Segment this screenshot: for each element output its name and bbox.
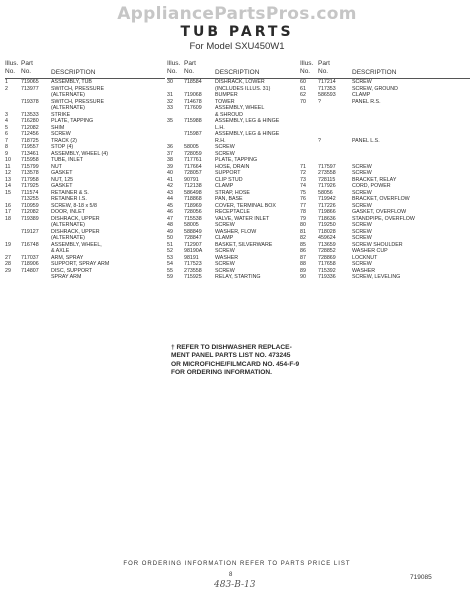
illus-no-cell: 42 bbox=[167, 183, 173, 189]
table-row bbox=[5, 274, 165, 281]
description-cell: CLIP STUD bbox=[215, 176, 243, 183]
illus-no-cell: 8 bbox=[5, 144, 8, 150]
part-no-cell: 712138 bbox=[184, 183, 202, 189]
description-cell: (ALTERNATE) bbox=[51, 222, 85, 228]
header-illus-no: Illus. No. bbox=[167, 60, 181, 75]
description-cell: DOOR, INLET bbox=[51, 209, 85, 215]
description-cell: SCREW bbox=[352, 163, 372, 170]
description-cell: SCREW bbox=[215, 267, 235, 274]
illus-no-cell: 32 bbox=[167, 98, 173, 105]
part-no-cell: 718868 bbox=[184, 196, 202, 202]
column-header bbox=[300, 60, 470, 79]
part-no-cell: ? bbox=[318, 98, 321, 105]
parts-list bbox=[5, 79, 165, 281]
description-cell: GASKET, OVERFLOW bbox=[352, 209, 407, 215]
part-no-cell: 712907 bbox=[184, 241, 202, 248]
illus-no-cell: 47 bbox=[167, 215, 173, 222]
part-no-cell: 714678 bbox=[184, 98, 202, 105]
illus-no-cell: 46 bbox=[167, 209, 173, 215]
note-line: FOR ORDERING INFORMATION. bbox=[171, 369, 272, 377]
part-no-cell: ? bbox=[318, 137, 321, 144]
illus-no-cell: 90 bbox=[300, 274, 306, 280]
illus-no-cell: 44 bbox=[167, 196, 173, 202]
description-cell: STRIKE bbox=[51, 111, 71, 118]
description-cell: BUMPER bbox=[215, 92, 238, 98]
description-cell: SCREW bbox=[352, 228, 372, 235]
description-cell: RECEPTACLE bbox=[215, 209, 250, 215]
description-cell: L.H. bbox=[215, 124, 225, 131]
illus-no-cell: 79 bbox=[300, 215, 306, 222]
illus-no-cell: 3 bbox=[5, 111, 8, 118]
description-cell: R.H. bbox=[215, 137, 226, 144]
part-no-cell: 719378 bbox=[21, 98, 39, 105]
part-no-cell: 588849 bbox=[184, 228, 202, 235]
description-cell: STOP (4) bbox=[51, 144, 74, 150]
column-header bbox=[5, 60, 165, 79]
description-cell: BASKET, SILVERWARE bbox=[215, 241, 273, 248]
illus-no-cell: 89 bbox=[300, 267, 306, 274]
part-no-cell: 719127 bbox=[21, 228, 39, 235]
description-cell: SCREW, 8-18 x 5/8 bbox=[51, 202, 97, 209]
part-no-cell: 715988 bbox=[184, 118, 202, 124]
part-no-cell: 711574 bbox=[21, 189, 39, 196]
part-no-cell: 719336 bbox=[318, 274, 336, 280]
description-cell: PLATE, TAPPING bbox=[51, 118, 94, 124]
description-cell: DISC, SUPPORT bbox=[51, 267, 93, 274]
description-cell: DISHRACK, UPPER bbox=[51, 228, 100, 235]
illus-no-cell: 19 bbox=[5, 241, 11, 248]
description-cell: SCREW bbox=[352, 202, 372, 209]
part-no-cell: 719065 bbox=[21, 79, 39, 85]
part-no-cell: 728869 bbox=[318, 254, 336, 261]
part-no-cell: 717958 bbox=[21, 176, 39, 183]
description-cell: PANEL R.S. bbox=[352, 98, 381, 105]
header-illus-no: Illus. No. bbox=[300, 60, 314, 75]
part-no-cell: 713255 bbox=[21, 196, 39, 202]
page-number: 8 bbox=[229, 572, 233, 578]
illus-no-cell: 75 bbox=[300, 189, 306, 196]
part-no-cell: 713461 bbox=[21, 150, 39, 157]
illus-no-cell: 5 bbox=[5, 124, 8, 131]
part-no-cell: 715958 bbox=[21, 157, 39, 163]
illus-no-cell: 38 bbox=[167, 157, 173, 163]
description-cell: CLAMP bbox=[215, 235, 234, 241]
description-cell: STRAP, HOSE bbox=[215, 189, 250, 196]
part-no-cell: 717664 bbox=[184, 163, 202, 170]
part-no-cell: 719942 bbox=[318, 196, 336, 202]
description-cell: TUBE, INLET bbox=[51, 157, 84, 163]
part-no-cell: 713578 bbox=[21, 170, 39, 176]
part-no-cell: 717353 bbox=[318, 85, 336, 92]
part-no-cell: 718969 bbox=[184, 202, 202, 209]
note-line: MENT PANEL PARTS LIST NO. 473245 bbox=[171, 352, 291, 360]
header-description: DESCRIPTION bbox=[352, 69, 397, 76]
description-cell: SPRAY ARM bbox=[51, 274, 82, 280]
illus-no-cell: 72 bbox=[300, 170, 306, 176]
illus-no-cell: 28 bbox=[5, 261, 11, 267]
part-no-cell: 728057 bbox=[184, 170, 202, 176]
illus-no-cell: 4 bbox=[5, 118, 8, 124]
illus-no-cell: 40 bbox=[167, 170, 173, 176]
description-cell: GASKET bbox=[51, 183, 73, 189]
description-cell: (ALTERNATE) bbox=[51, 235, 85, 241]
illus-no-cell: 61 bbox=[300, 85, 306, 92]
description-cell: SCREW bbox=[215, 144, 235, 150]
illus-no-cell: 7 bbox=[5, 137, 8, 144]
description-cell: SCREW SHOULDER bbox=[352, 241, 403, 248]
description-cell: COVER, TERMINAL BOX bbox=[215, 202, 276, 209]
illus-no-cell: 13 bbox=[5, 176, 11, 183]
part-no-cell: 715538 bbox=[184, 215, 202, 222]
description-cell: SUPPORT bbox=[215, 170, 241, 176]
part-no-cell: 728847 bbox=[184, 235, 202, 241]
description-cell: ASSEMBLY, LEG & HINGE bbox=[215, 131, 280, 137]
illus-no-cell: 11 bbox=[5, 163, 11, 170]
illus-no-cell: 15 bbox=[5, 189, 11, 196]
illus-no-cell: 60 bbox=[300, 79, 306, 85]
description-cell: (INCLUDES ILLUS. 31) bbox=[215, 85, 271, 92]
header-description: DESCRIPTION bbox=[51, 69, 96, 76]
illus-no-cell: 78 bbox=[300, 209, 306, 215]
illus-no-cell: 10 bbox=[5, 157, 11, 163]
description-cell: TOWER bbox=[215, 98, 235, 105]
description-cell: BRACKET, OVERFLOW bbox=[352, 196, 410, 202]
table-row bbox=[300, 274, 470, 281]
description-cell: SCREW bbox=[51, 131, 71, 137]
illus-no-cell: 27 bbox=[5, 254, 11, 261]
illus-no-cell: 30 bbox=[167, 79, 173, 85]
part-no-cell: 719866 bbox=[318, 209, 336, 215]
parts-column-1 bbox=[5, 60, 165, 281]
description-cell: SCREW, LEVELING bbox=[352, 274, 401, 280]
header-illus-no: Illus. No. bbox=[5, 60, 19, 75]
description-cell: HOSE, DRAIN bbox=[215, 163, 250, 170]
description-cell: CLAMP bbox=[215, 183, 234, 189]
parts-list bbox=[300, 79, 470, 281]
description-cell: SCREW bbox=[352, 235, 372, 241]
description-cell: SCREW bbox=[352, 189, 372, 196]
illus-no-cell: 48 bbox=[167, 222, 173, 228]
part-no-cell: 459624 bbox=[318, 235, 336, 241]
part-no-cell: 586498 bbox=[184, 189, 202, 196]
illus-no-cell: 29 bbox=[5, 267, 11, 274]
description-cell: SUPPORT, SPRAY ARM bbox=[51, 261, 110, 267]
parts-column-3 bbox=[300, 60, 470, 281]
part-no-cell: 728115 bbox=[318, 176, 336, 183]
header-part-no: Part No. bbox=[318, 60, 330, 75]
description-cell: RETAINER & S. bbox=[51, 189, 89, 196]
illus-no-cell: 41 bbox=[167, 176, 173, 183]
part-no-cell: 717926 bbox=[318, 183, 336, 189]
part-no-cell: 58056 bbox=[318, 189, 333, 196]
description-cell: SWITCH, PRESSURE bbox=[51, 85, 104, 92]
part-no-cell: 719389 bbox=[21, 215, 39, 222]
description-cell: VALVE, WATER INLET bbox=[215, 215, 270, 222]
part-no-cell: 717214 bbox=[318, 79, 336, 85]
illus-no-cell: 6 bbox=[5, 131, 8, 137]
part-no-cell: 586593 bbox=[318, 92, 336, 98]
description-cell: WASHER bbox=[215, 254, 239, 261]
part-no-cell: 719068 bbox=[184, 92, 202, 98]
part-no-cell: 713533 bbox=[21, 111, 39, 118]
illus-no-cell: 49 bbox=[167, 228, 173, 235]
illus-no-cell: 1 bbox=[5, 79, 8, 85]
description-cell: RETAINER I.S. bbox=[51, 196, 87, 202]
watermark: AppliancePartsPros.com bbox=[117, 4, 357, 24]
illus-no-cell: 14 bbox=[5, 183, 11, 189]
illus-no-cell: 33 bbox=[167, 105, 173, 111]
description-cell: STANDPIPE, OVERFLOW bbox=[352, 215, 415, 222]
part-no-cell: 718028 bbox=[318, 228, 336, 235]
header-part-no: Part No. bbox=[21, 60, 33, 75]
description-cell: SHIM bbox=[51, 124, 65, 131]
description-cell: ASSEMBLY, WHEEL (4) bbox=[51, 150, 109, 157]
description-cell: CLAMP bbox=[352, 92, 371, 98]
part-no-cell: 719557 bbox=[21, 144, 39, 150]
part-no-cell: 715987 bbox=[184, 131, 202, 137]
part-no-cell: 713977 bbox=[21, 85, 39, 92]
part-no-cell: 717597 bbox=[318, 163, 336, 170]
description-cell: PAN, BASE bbox=[215, 196, 243, 202]
document-code: 719085 bbox=[410, 574, 432, 581]
illus-no-cell: 70 bbox=[300, 98, 306, 105]
illus-no-cell: 77 bbox=[300, 202, 306, 209]
ordering-footer: FOR ORDERING INFORMATION REFER TO PARTS PRICE LIST bbox=[123, 561, 351, 567]
illus-no-cell: 2 bbox=[5, 85, 8, 92]
part-no-cell: 710959 bbox=[21, 202, 39, 209]
illus-no-cell: 88 bbox=[300, 261, 306, 267]
part-no-cell: 717658 bbox=[318, 261, 336, 267]
part-no-cell: 728056 bbox=[184, 209, 202, 215]
description-cell: CORD, POWER bbox=[352, 183, 391, 189]
part-no-cell: 273558 bbox=[318, 170, 336, 176]
part-no-cell: 717925 bbox=[21, 183, 39, 189]
description-cell: WASHER bbox=[352, 267, 376, 274]
description-cell: PLATE, TAPPING bbox=[215, 157, 258, 163]
description-cell: ASSEMBLY, LEG & HINGE bbox=[215, 118, 280, 124]
description-cell: ASSEMBLY, WHEEL bbox=[215, 105, 265, 111]
illus-no-cell: 55 bbox=[167, 267, 173, 274]
illus-no-cell: 17 bbox=[5, 209, 11, 215]
part-no-cell: 719250 bbox=[318, 222, 336, 228]
part-no-cell: 716280 bbox=[21, 118, 39, 124]
part-no-cell: 728852 bbox=[318, 248, 336, 254]
part-no-cell: 718906 bbox=[21, 261, 39, 267]
description-cell: SCREW bbox=[352, 170, 372, 176]
illus-no-cell: 45 bbox=[167, 202, 173, 209]
part-no-cell: 715392 bbox=[318, 267, 336, 274]
part-no-cell: 713659 bbox=[318, 241, 336, 248]
part-no-cell: 728059 bbox=[184, 150, 202, 157]
illus-no-cell: 51 bbox=[167, 241, 173, 248]
part-no-cell: 718584 bbox=[184, 79, 202, 85]
description-cell: BRACKET, RELAY bbox=[352, 176, 397, 183]
description-cell: SCREW bbox=[352, 222, 372, 228]
illus-no-cell: 87 bbox=[300, 254, 306, 261]
part-no-cell: 273558 bbox=[184, 267, 202, 274]
part-no-cell: 715925 bbox=[184, 274, 202, 280]
parts-list bbox=[167, 79, 311, 281]
description-cell: DISHRACK, LOWER bbox=[215, 79, 265, 85]
part-no-cell: 718725 bbox=[21, 137, 39, 144]
illus-no-cell: 53 bbox=[167, 254, 173, 261]
description-cell: & AXLE bbox=[51, 248, 70, 254]
illus-no-cell: 16 bbox=[5, 202, 11, 209]
table-row bbox=[167, 274, 311, 281]
part-no-cell: 98190A bbox=[184, 248, 203, 254]
handwritten-note: 483-B-13 bbox=[214, 580, 256, 590]
illus-no-cell: 82 bbox=[300, 235, 306, 241]
header-part-no: Part No. bbox=[184, 60, 196, 75]
illus-no-cell: 52 bbox=[167, 248, 173, 254]
description-cell: SCREW bbox=[352, 79, 372, 85]
illus-no-cell: 31 bbox=[167, 92, 173, 98]
parts-column-2 bbox=[167, 60, 314, 281]
illus-no-cell: 71 bbox=[300, 163, 306, 170]
description-cell: SWITCH, PRESSURE bbox=[51, 98, 104, 105]
illus-no-cell: 62 bbox=[300, 92, 306, 98]
description-cell: SCREW, GROUND bbox=[352, 85, 398, 92]
description-cell: ASSEMBLY, WHEEL, bbox=[51, 241, 102, 248]
illus-no-cell: 50 bbox=[167, 235, 173, 241]
illus-no-cell: 36 bbox=[167, 144, 173, 150]
illus-no-cell: 80 bbox=[300, 222, 306, 228]
part-no-cell: 717761 bbox=[184, 157, 202, 163]
part-no-cell: 90791 bbox=[184, 176, 199, 183]
description-cell: GASKET bbox=[51, 170, 73, 176]
description-cell: SCREW bbox=[352, 261, 372, 267]
part-no-cell: 714807 bbox=[21, 267, 39, 274]
description-cell: TRACK (2) bbox=[51, 137, 77, 144]
part-no-cell: 717226 bbox=[318, 202, 336, 209]
description-cell: NUT, 125 bbox=[51, 176, 74, 183]
illus-no-cell: 54 bbox=[167, 261, 173, 267]
part-no-cell: 717609 bbox=[184, 105, 202, 111]
illus-no-cell: 37 bbox=[167, 150, 173, 157]
note-line: OR MICROFICHE/FILMCARD NO. 454-F-9 bbox=[171, 360, 300, 368]
page-subtitle: For Model SXU450W1 bbox=[189, 41, 285, 52]
illus-no-cell: 73 bbox=[300, 176, 306, 183]
part-no-cell: 58005 bbox=[184, 222, 199, 228]
part-no-cell: 717523 bbox=[184, 261, 202, 267]
description-cell: ARM, SPRAY bbox=[51, 254, 84, 261]
description-cell: DISHRACK, UPPER bbox=[51, 215, 100, 222]
replacement-panel-note bbox=[171, 344, 341, 378]
illus-no-cell: 39 bbox=[167, 163, 173, 170]
illus-no-cell: 43 bbox=[167, 189, 173, 196]
illus-no-cell: 12 bbox=[5, 170, 11, 176]
illus-no-cell: 9 bbox=[5, 150, 8, 157]
part-no-cell: 717037 bbox=[21, 254, 39, 261]
description-cell: SCREW bbox=[215, 248, 235, 254]
column-header bbox=[167, 60, 314, 79]
description-cell: RELAY, STARTING bbox=[215, 274, 261, 280]
part-no-cell: 715799 bbox=[21, 163, 39, 170]
illus-no-cell: 81 bbox=[300, 228, 306, 235]
description-cell: SCREW bbox=[215, 261, 235, 267]
description-cell: NUT bbox=[51, 163, 62, 170]
description-cell: SCREW bbox=[215, 150, 235, 157]
part-no-cell: 712082 bbox=[21, 124, 39, 131]
description-cell: WASHER, FLOW bbox=[215, 228, 257, 235]
description-cell: WASHER CUP bbox=[352, 248, 388, 254]
illus-no-cell: 35 bbox=[167, 118, 173, 124]
illus-no-cell: 85 bbox=[300, 241, 306, 248]
description-cell: (ALTERNATE) bbox=[51, 105, 85, 111]
part-no-cell: 718636 bbox=[318, 215, 336, 222]
illus-no-cell: 18 bbox=[5, 215, 11, 222]
illus-no-cell: 86 bbox=[300, 248, 306, 254]
illus-no-cell: 74 bbox=[300, 183, 306, 189]
description-cell: ASSEMBLY, TUB bbox=[51, 79, 92, 85]
part-no-cell: 58005 bbox=[184, 144, 199, 150]
part-no-cell: 716748 bbox=[21, 241, 39, 248]
part-no-cell: 712082 bbox=[21, 209, 39, 215]
part-no-cell: 98191 bbox=[184, 254, 199, 261]
description-cell: PANEL L.S. bbox=[352, 137, 380, 144]
description-cell: LOCKNUT bbox=[352, 254, 378, 261]
description-cell: & SHROUD bbox=[215, 111, 243, 118]
header-description: DESCRIPTION bbox=[215, 69, 260, 76]
illus-no-cell: 76 bbox=[300, 196, 306, 202]
part-no-cell: 712456 bbox=[21, 131, 39, 137]
page-title: TUB PARTS bbox=[180, 24, 294, 40]
illus-no-cell: 59 bbox=[167, 274, 173, 280]
description-cell: SCREW bbox=[215, 222, 235, 228]
description-cell: (ALTERNATE) bbox=[51, 92, 85, 98]
note-line: † REFER TO DISHWASHER REPLACE- bbox=[171, 344, 292, 351]
